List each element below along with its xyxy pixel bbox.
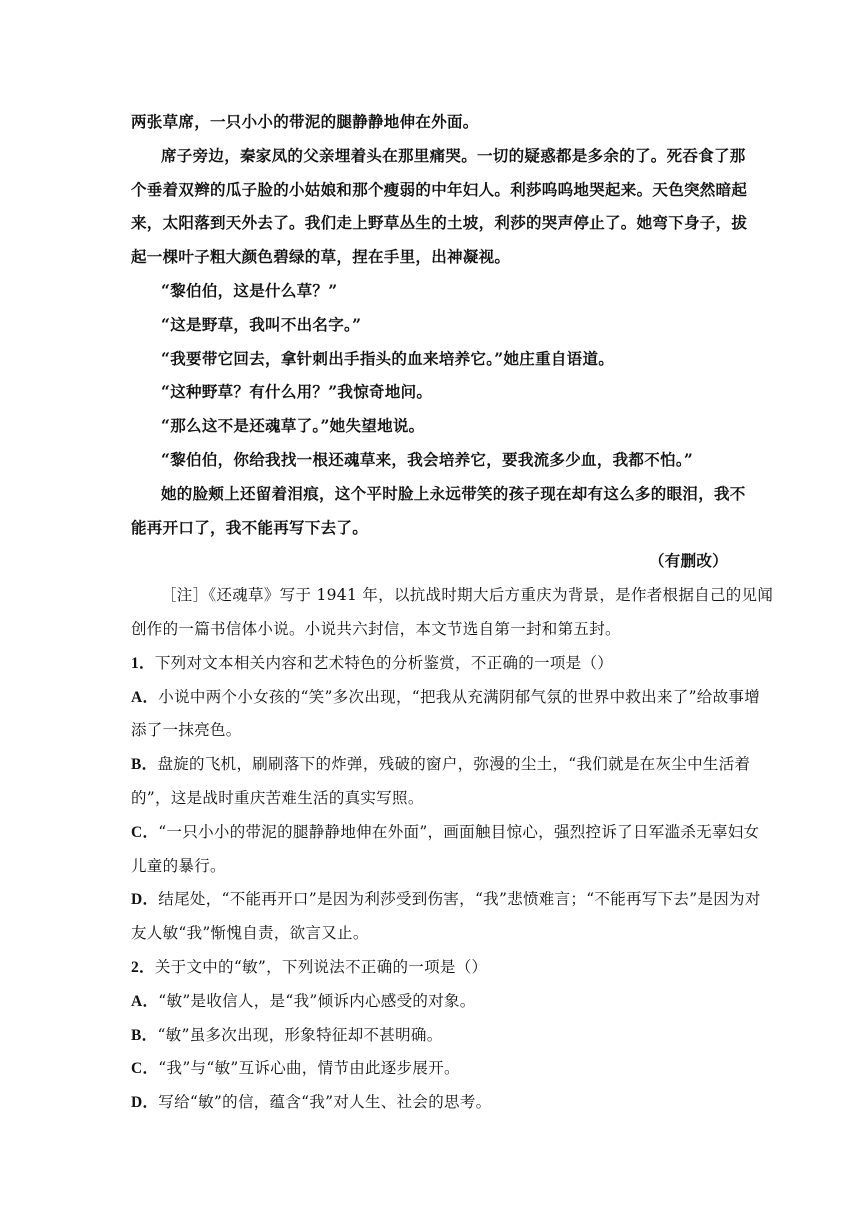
question-1-stem bbox=[131, 652, 731, 675]
question-1-option-c[interactable] bbox=[131, 821, 760, 844]
question-2-stem bbox=[131, 956, 731, 979]
passage-line: 席子旁边，秦家凤的父亲埋着头在那里痛哭。一切的疑惑都是多余的了。死吞食了那 bbox=[161, 146, 746, 165]
passage-line: 两张草席，一只小小的带泥的腿静静地伸在外面。 bbox=[131, 112, 479, 131]
question-2-option-c[interactable] bbox=[131, 1057, 731, 1080]
option-text: 小说中两个小女孩的“笑”多次出现，“把我从充满阴郁气氛的世界中救出来了”给故事增 bbox=[158, 688, 760, 706]
option-letter: C． bbox=[131, 824, 159, 841]
option-text: “敏”是收信人，是“我”倾诉内心感受的对象。 bbox=[158, 992, 476, 1010]
question-text: 下列对文本相关内容和艺术特色的分析鉴赏，不正确的一项是（） bbox=[154, 654, 614, 672]
passage-line: 起一棵叶子粗大颜色碧绿的草，捏在手里，出神凝视。 bbox=[131, 247, 511, 266]
question-number: 2． bbox=[131, 959, 155, 976]
option-letter: A． bbox=[131, 689, 159, 706]
question-2-option-b[interactable] bbox=[131, 1024, 731, 1047]
option-text-continuation: 友人敏“我”惭愧自责，欲言又止。 bbox=[131, 924, 369, 942]
option-letter: B． bbox=[131, 756, 158, 773]
option-text: “一只小小的带泥的腿静静地伸在外面”，画面触目惊心，强烈控诉了日军滥杀无辜妇女 bbox=[158, 823, 760, 841]
passage-line: 来，太阳落到天外去了。我们走上野草丛生的土坡，利莎的哭声停止了。她弯下身子，拔 bbox=[131, 213, 748, 232]
passage-line: “那么这不是还魂草了。”她失望地说。 bbox=[161, 416, 425, 435]
passage-line: “黎伯伯，你给我找一根还魂草来，我会培养它，要我流多少血，我都不怕。” bbox=[161, 450, 694, 469]
option-text: 结尾处，“不能再开口”是因为利莎受到伤害，“我”悲愤难言；“不能再写下去”是因为对 bbox=[158, 890, 761, 908]
option-text: 写给“敏”的信，蕴含“我”对人生、社会的思考。 bbox=[158, 1093, 492, 1111]
source-note: （有删改） bbox=[648, 551, 728, 570]
question-2-option-d[interactable] bbox=[131, 1091, 731, 1114]
option-text-continuation: 儿童的暴行。 bbox=[131, 857, 226, 875]
passage-line: “黎伯伯，这是什么草？” bbox=[161, 281, 338, 300]
option-letter: B． bbox=[131, 1027, 158, 1044]
question-1-option-d[interactable] bbox=[131, 888, 761, 911]
passage-line: “这种野草？有什么用？”我惊奇地问。 bbox=[161, 382, 433, 401]
annotation-line: ［注］《还魂草》写于 1941 年，以抗战时期大后方重庆为背景，是作者根据自己的见闻 bbox=[161, 586, 774, 604]
option-text-continuation: 的”，这是战时重庆苦难生活的真实写照。 bbox=[131, 789, 424, 807]
option-letter: D． bbox=[131, 891, 159, 908]
question-number: 1． bbox=[131, 655, 155, 672]
option-letter: D． bbox=[131, 1094, 159, 1111]
passage-line: 她的脸颊上还留着泪痕，这个平时脸上永远带笑的孩子现在却有这么多的眼泪，我不 bbox=[161, 484, 746, 503]
passage-line: 能再开口了，我不能再写下去了。 bbox=[131, 518, 369, 537]
passage-line: 个垂着双辫的瓜子脸的小姑娘和那个瘦弱的中年妇人。利莎呜呜地哭起来。天色突然暗起 bbox=[131, 180, 748, 199]
annotation-line: 创作的一篇书信体小说。小说共六封信，本文节选自第一封和第五封。 bbox=[131, 620, 621, 638]
option-text-continuation: 添了一抹亮色。 bbox=[131, 721, 242, 739]
option-letter: A． bbox=[131, 993, 159, 1010]
passage-line: “这是野草，我叫不出名字。” bbox=[161, 315, 362, 334]
passage-line: “我要带它回去，拿针刺出手指头的血来培养它。”她庄重自语道。 bbox=[161, 349, 615, 368]
question-2-option-a[interactable] bbox=[131, 990, 731, 1013]
question-text: 关于文中的“敏”，下列说法不正确的一项是（） bbox=[154, 958, 488, 976]
question-1-option-a[interactable] bbox=[131, 686, 760, 709]
option-text: “我”与“敏”互诉心曲，情节由此逐步展开。 bbox=[158, 1059, 460, 1077]
option-text: 盘旋的飞机，刷刷落下的炸弹，残破的窗户，弥漫的尘土，“我们就是在灰尘中生活着 bbox=[157, 755, 751, 773]
option-letter: C． bbox=[131, 1060, 159, 1077]
option-text: “敏”虽多次出现，形象特征却不甚明确。 bbox=[157, 1026, 443, 1044]
question-1-option-b[interactable] bbox=[131, 753, 751, 776]
